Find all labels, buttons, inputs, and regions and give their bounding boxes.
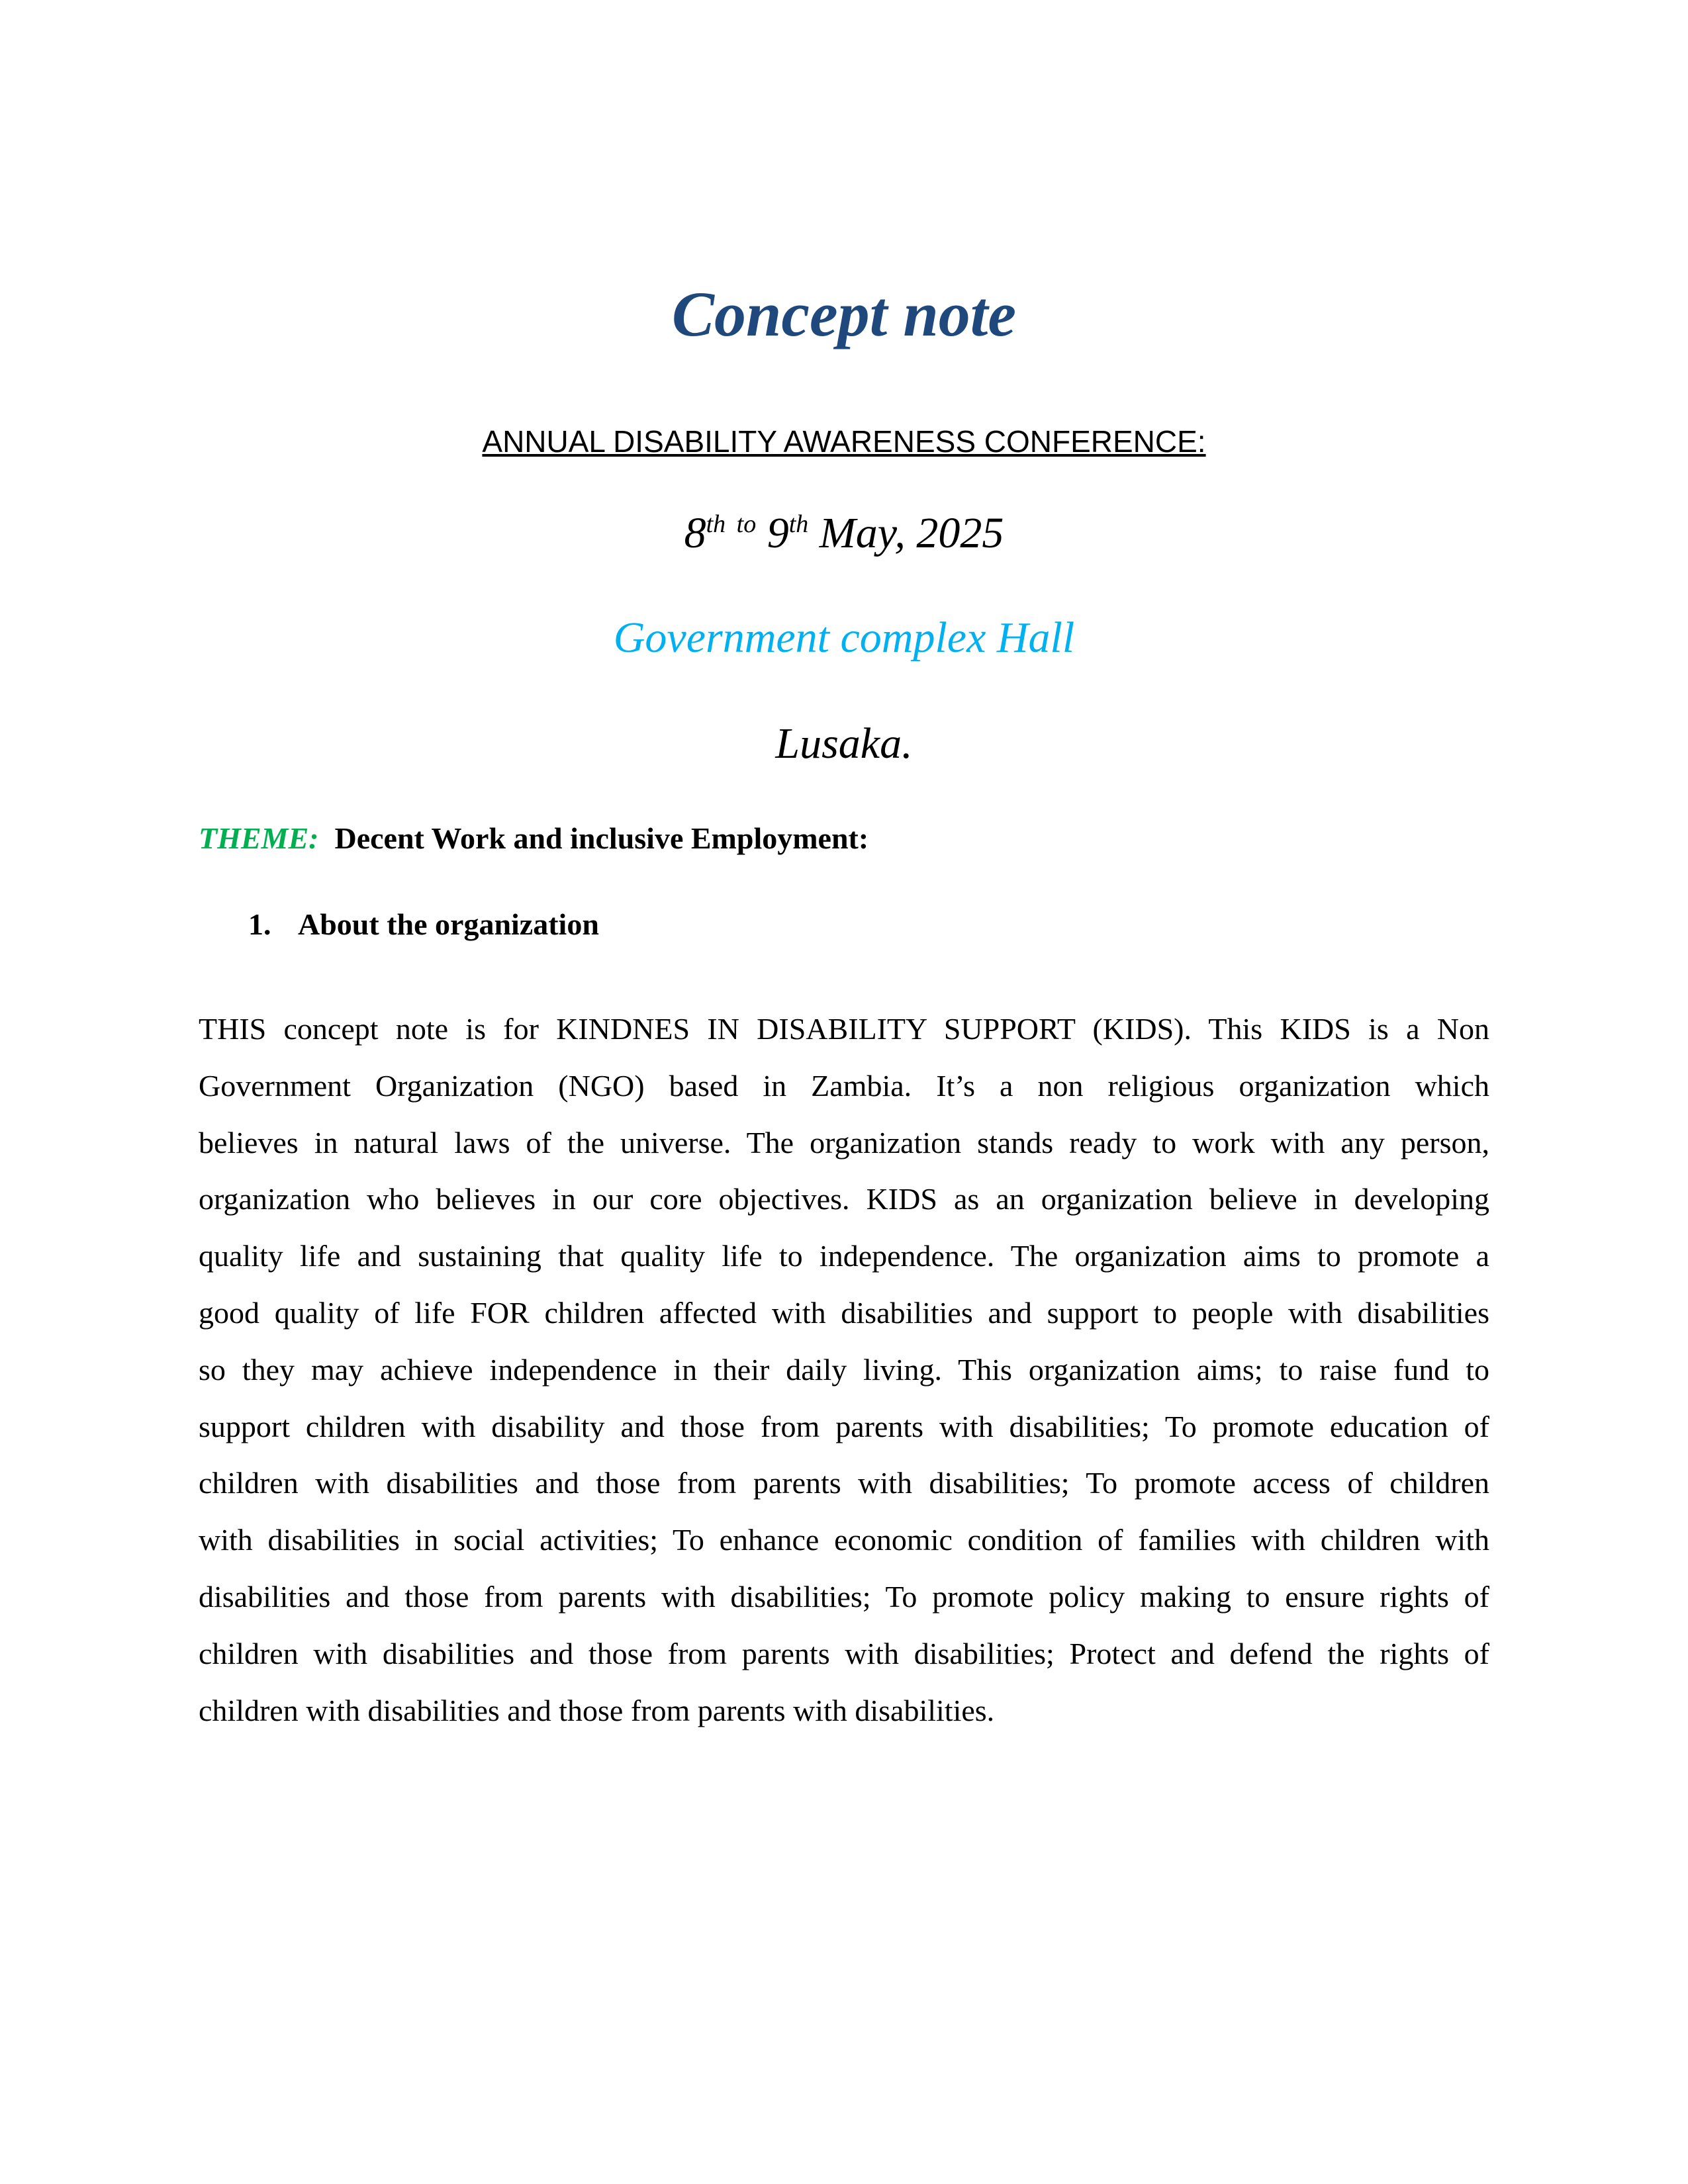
body-line: disabilities and those from parents with disabilities; To promote policy making to ensure rights of bbox=[199, 1579, 1489, 1614]
body-line: support children with disability and those from parents with disabilities; To promote education of bbox=[199, 1409, 1489, 1443]
theme-label: THEME: bbox=[199, 821, 319, 855]
body-line: good quality of life FOR children affected with disabilities and support to people with disabilities bbox=[199, 1295, 1489, 1330]
body-line: children with disabilities and those from parents with disabilities; Protect and defend the rights of bbox=[199, 1636, 1489, 1670]
body-line: THIS concept note is for KINDNES IN DISABILITY SUPPORT (KIDS). This KIDS is a Non bbox=[199, 1012, 1489, 1046]
start-day: 8 bbox=[684, 509, 706, 557]
document-title: Concept note bbox=[672, 279, 1016, 349]
venue: Government complex Hall bbox=[613, 614, 1075, 662]
body-line: Government Organization (NGO) based in Zambia. It’s a non religious organization which bbox=[199, 1068, 1489, 1103]
start-day-suffix: th bbox=[706, 510, 726, 538]
section-number: 1. bbox=[248, 907, 271, 941]
body-line: children with disabilities and those from parents with disabilities; To promote access of children bbox=[199, 1466, 1489, 1500]
theme-text: Decent Work and inclusive Employment: bbox=[334, 821, 869, 855]
date-connector: to bbox=[736, 510, 757, 538]
section-title: About the organization bbox=[298, 907, 599, 941]
body-line: with disabilities in social activities; To enhance economic condition of families with children with bbox=[199, 1523, 1489, 1557]
month-year: May, 2025 bbox=[819, 509, 1004, 557]
theme-line bbox=[199, 822, 868, 856]
end-day: 9 bbox=[767, 509, 789, 557]
body-paragraph bbox=[199, 1001, 1489, 1739]
conference-name: ANNUAL DISABILITY AWARENESS CONFERENCE: bbox=[482, 424, 1206, 459]
city: Lusaka. bbox=[775, 719, 913, 768]
section-heading bbox=[248, 908, 599, 942]
body-line: quality life and sustaining that quality life to independence. The organization aims to promote a bbox=[199, 1239, 1489, 1273]
end-day-suffix: th bbox=[788, 510, 809, 538]
body-line: organization who believes in our core objectives. KIDS as an organization believe in developing bbox=[199, 1182, 1489, 1216]
conference-dates bbox=[199, 510, 1489, 558]
body-line: children with disabilities and those from parents with disabilities. bbox=[199, 1693, 995, 1727]
body-line: so they may achieve independence in their daily living. This organization aims; to raise fund to bbox=[199, 1352, 1489, 1387]
body-line: believes in natural laws of the universe. The organization stands ready to work with any person, bbox=[199, 1125, 1489, 1160]
